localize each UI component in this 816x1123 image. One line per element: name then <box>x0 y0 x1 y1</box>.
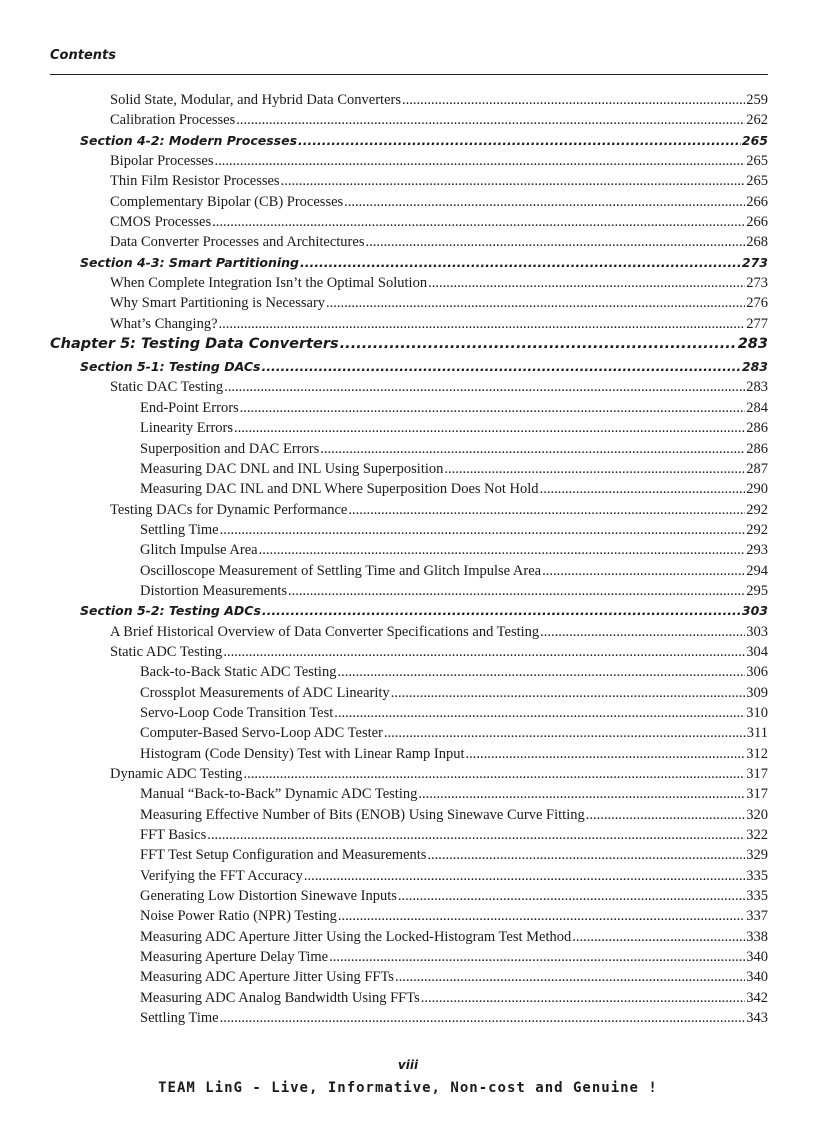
toc-entry-title: End-Point Errors <box>140 399 239 416</box>
toc-entry-page: 335 <box>746 867 768 884</box>
toc-entry[interactable] <box>50 563 768 583</box>
toc-entry[interactable] <box>50 275 768 295</box>
toc-entry[interactable] <box>50 502 768 522</box>
toc-entry-page: 295 <box>746 582 768 599</box>
toc-entry-title: Noise Power Ratio (NPR) Testing <box>140 908 337 925</box>
toc-entry-title: Verifying the FFT Accuracy <box>140 867 303 884</box>
toc-entry-title: Static ADC Testing <box>110 643 223 660</box>
dot-leader <box>220 522 746 539</box>
dot-leader <box>326 295 745 312</box>
dot-leader <box>220 1010 746 1027</box>
toc-entry-title: Measuring Effective Number of Bits (ENOB) Using Sinewave Curve Fitting <box>140 806 585 823</box>
toc-entry[interactable] <box>50 969 768 989</box>
toc-entry-title: Histogram (Code Density) Test with Linear Ramp Input <box>140 745 465 762</box>
dot-leader <box>320 441 745 458</box>
toc-entry[interactable] <box>50 827 768 847</box>
toc-entry-page: 266 <box>746 214 768 231</box>
dot-leader <box>334 705 745 722</box>
toc-entry[interactable] <box>50 949 768 969</box>
toc-entry[interactable] <box>50 112 768 132</box>
toc-entry-page: 337 <box>746 908 768 925</box>
toc-entry[interactable] <box>50 847 768 867</box>
toc-entry-page: 293 <box>746 542 768 559</box>
toc-entry[interactable] <box>50 644 768 664</box>
toc-entry[interactable] <box>50 481 768 501</box>
toc-entry-title: Measuring DAC INL and DNL Where Superposition Does Not Hold <box>140 481 539 498</box>
toc-entry-page: 306 <box>746 664 768 681</box>
toc-entry-page: 335 <box>746 888 768 905</box>
dot-leader <box>365 234 745 251</box>
toc-entry-page: 266 <box>746 193 768 210</box>
toc-entry-page: 303 <box>746 623 768 640</box>
toc-entry-page: 343 <box>746 1010 768 1027</box>
toc-entry-title: Oscilloscope Measurement of Settling Time and Glitch Impulse Area <box>140 562 542 579</box>
dot-leader <box>427 847 745 864</box>
toc-entry-title: Section 4-3: Smart Partitioning <box>80 254 299 270</box>
toc-entry-title: Bipolar Processes <box>110 153 214 170</box>
toc-entry[interactable] <box>50 624 768 644</box>
toc-entry[interactable] <box>50 1010 768 1030</box>
toc-entry-title: Data Converter Processes and Architectures <box>110 234 365 251</box>
dot-leader <box>262 603 741 618</box>
dot-leader <box>586 807 746 824</box>
toc-entry-page: 322 <box>746 827 768 844</box>
toc-entry-page: 317 <box>746 786 768 803</box>
dot-leader <box>337 664 745 681</box>
toc-entry-page: 265 <box>746 153 768 170</box>
toc-entry-page: 284 <box>746 399 768 416</box>
toc-entry[interactable] <box>50 336 768 359</box>
toc-entry-page: 304 <box>746 643 768 660</box>
dot-leader <box>262 359 741 374</box>
dot-leader <box>240 400 746 417</box>
dot-leader <box>236 112 745 129</box>
toc-entry[interactable] <box>50 929 768 949</box>
toc-entry-title: What’s Changing? <box>110 315 218 332</box>
toc-entry[interactable] <box>50 705 768 725</box>
toc-entry-page: 283 <box>737 336 768 353</box>
toc-entry-page: 277 <box>746 315 768 332</box>
dot-leader <box>219 316 746 333</box>
toc-entry-title: Section 5-1: Testing DACs <box>80 359 261 375</box>
dot-leader <box>224 379 745 396</box>
toc-entry[interactable] <box>50 990 768 1010</box>
toc-entry-page: 286 <box>746 420 768 437</box>
dot-leader <box>259 542 746 559</box>
header-rule <box>50 74 768 75</box>
toc-entry-page: 338 <box>746 928 768 945</box>
toc-entry-title: Linearity Errors <box>140 420 234 437</box>
dot-leader <box>234 420 745 437</box>
toc-entry-title: Measuring Aperture Delay Time <box>140 949 329 966</box>
dot-leader <box>421 990 746 1007</box>
toc-entry-page: 273 <box>741 254 768 270</box>
dot-leader <box>281 173 746 190</box>
toc-entry-page: 292 <box>746 501 768 518</box>
toc-entry-title: FFT Basics <box>140 827 207 844</box>
toc-entry[interactable] <box>50 316 768 336</box>
toc-entry-title: Thin Film Resistor Processes <box>110 173 280 190</box>
toc-entry-page: 320 <box>746 806 768 823</box>
toc-entry[interactable] <box>50 194 768 214</box>
dot-leader <box>215 153 746 170</box>
dot-leader <box>223 644 745 661</box>
toc-entry[interactable] <box>50 807 768 827</box>
dot-leader <box>288 583 745 600</box>
toc-entry-title: Calibration Processes <box>110 112 236 129</box>
toc-entry-page: 283 <box>741 359 768 375</box>
toc-entry[interactable] <box>50 379 768 399</box>
toc-entry-title: Glitch Impulse Area <box>140 542 258 559</box>
toc-entry-title: Superposition and DAC Errors <box>140 440 320 457</box>
toc-entry[interactable] <box>50 685 768 705</box>
toc-entry-title: Section 4-2: Modern Processes <box>80 132 298 148</box>
page-number: viii <box>397 1058 419 1072</box>
toc-entry[interactable] <box>50 441 768 461</box>
toc-entry-title: A Brief Historical Overview of Data Converter Specifications and Testing <box>110 623 540 640</box>
dot-leader <box>418 786 745 803</box>
toc-entry-title: Measuring ADC Aperture Jitter Using FFTs <box>140 969 394 986</box>
toc-entry-title: Measuring DAC DNL and INL Using Superposition <box>140 460 444 477</box>
dot-leader <box>398 888 745 905</box>
toc-entry-page: 273 <box>746 275 768 292</box>
dot-leader <box>395 969 745 986</box>
dot-leader <box>542 563 745 580</box>
toc-entry[interactable] <box>50 359 768 379</box>
toc-entry[interactable] <box>50 868 768 888</box>
dot-leader <box>300 255 741 270</box>
toc-entry[interactable] <box>50 746 768 766</box>
dot-leader <box>428 275 745 292</box>
toc-entry-title: Section 5-2: Testing ADCs <box>80 603 261 619</box>
toc-entry-title: Dynamic ADC Testing <box>110 766 243 782</box>
toc-entry[interactable] <box>50 295 768 315</box>
toc-entry-title: Crossplot Measurements of ADC Linearity <box>140 684 390 701</box>
toc-entry-page: 294 <box>746 562 768 579</box>
toc-entry[interactable] <box>50 908 768 928</box>
dot-leader <box>402 92 745 109</box>
toc-entry-page: 283 <box>746 379 768 396</box>
toc-entry-page: 340 <box>746 949 768 966</box>
toc-entry-page: 286 <box>746 440 768 457</box>
toc-entry-title: Solid State, Modular, and Hybrid Data Converters <box>110 92 401 108</box>
toc-entry-page: 342 <box>746 989 768 1006</box>
toc-entry[interactable] <box>50 420 768 440</box>
dot-leader <box>540 624 745 641</box>
toc-entry[interactable] <box>50 522 768 542</box>
toc-entry-page: 268 <box>746 234 768 251</box>
toc-entry-page: 317 <box>746 766 768 782</box>
dot-leader <box>304 868 745 885</box>
toc-entry[interactable] <box>50 603 768 623</box>
toc-entry-title: Measuring ADC Aperture Jitter Using the Locked-Histogram Test Method <box>140 928 572 945</box>
toc-entry-title: Measuring ADC Analog Bandwidth Using FFTs <box>140 989 420 1006</box>
toc-entry-page: 303 <box>741 603 768 619</box>
dot-leader <box>338 908 745 925</box>
toc-entry[interactable] <box>50 153 768 173</box>
toc-entry[interactable] <box>50 234 768 254</box>
dot-leader <box>540 481 746 498</box>
toc-entry[interactable] <box>50 786 768 806</box>
toc-entry-title: Settling Time <box>140 521 219 538</box>
toc-entry[interactable] <box>50 255 768 275</box>
toc-entry-page: 329 <box>746 847 768 864</box>
toc-entry[interactable] <box>50 214 768 234</box>
toc-entry-title: FFT Test Setup Configuration and Measurements <box>140 847 427 864</box>
dot-leader <box>329 949 745 966</box>
toc-entry-title: Generating Low Distortion Sinewave Inputs <box>140 888 397 905</box>
dot-leader <box>466 746 746 763</box>
toc-entry-page: 309 <box>746 684 768 701</box>
toc-entry-page: 311 <box>746 725 768 742</box>
dot-leader <box>384 725 746 742</box>
toc-entry[interactable] <box>50 725 768 745</box>
running-header: Contents <box>50 48 116 63</box>
toc-entry-title: CMOS Processes <box>110 214 212 231</box>
toc-entry-page: 310 <box>746 704 768 721</box>
toc-entry[interactable] <box>50 664 768 684</box>
toc-entry-page: 265 <box>741 132 768 148</box>
toc-entry[interactable] <box>50 173 768 193</box>
dot-leader <box>340 336 737 352</box>
dot-leader <box>572 929 745 946</box>
table-of-contents <box>50 92 768 1030</box>
toc-entry-page: 265 <box>746 173 768 190</box>
toc-entry-page: 340 <box>746 969 768 986</box>
toc-entry-title: Computer-Based Servo-Loop ADC Tester <box>140 725 383 742</box>
toc-entry-page: 287 <box>746 460 768 477</box>
toc-entry-title: Static DAC Testing <box>110 379 224 396</box>
toc-entry-page: 312 <box>746 745 768 762</box>
toc-entry-page: 276 <box>746 295 768 312</box>
dot-leader <box>212 214 745 231</box>
toc-entry-title: Distortion Measurements <box>140 582 287 599</box>
toc-entry[interactable] <box>50 888 768 908</box>
toc-entry[interactable] <box>50 133 768 153</box>
toc-entry-title: Complementary Bipolar (CB) Processes <box>110 193 344 210</box>
toc-entry-page: 259 <box>746 92 768 108</box>
dot-leader <box>298 133 741 148</box>
dot-leader <box>207 827 745 844</box>
toc-entry-page: 290 <box>746 481 768 498</box>
dot-leader <box>444 461 745 478</box>
dot-leader <box>344 194 745 211</box>
toc-entry-title: Why Smart Partitioning is Necessary <box>110 295 326 312</box>
toc-entry-title: Testing DACs for Dynamic Performance <box>110 501 348 518</box>
toc-entry[interactable] <box>50 542 768 562</box>
toc-entry-title: When Complete Integration Isn’t the Optimal Solution <box>110 275 428 292</box>
toc-entry-page: 292 <box>746 521 768 538</box>
toc-entry[interactable] <box>50 92 768 112</box>
toc-entry-title: Manual “Back-to-Back” Dynamic ADC Testing <box>140 786 418 803</box>
toc-entry-title: Servo-Loop Code Transition Test <box>140 704 334 721</box>
dot-leader <box>243 766 745 783</box>
toc-entry-page: 262 <box>746 112 768 129</box>
dot-leader <box>348 502 745 519</box>
dot-leader <box>391 685 746 702</box>
toc-entry[interactable] <box>50 461 768 481</box>
toc-entry-title: Chapter 5: Testing Data Converters <box>50 336 339 353</box>
toc-entry-title: Settling Time <box>140 1010 219 1027</box>
footer-watermark: TEAM LinG - Live, Informative, Non-cost and Genuine ! <box>158 1080 658 1096</box>
toc-entry[interactable] <box>50 766 768 786</box>
toc-entry-title: Back-to-Back Static ADC Testing <box>140 664 337 681</box>
toc-entry[interactable] <box>50 583 768 603</box>
toc-entry[interactable] <box>50 400 768 420</box>
